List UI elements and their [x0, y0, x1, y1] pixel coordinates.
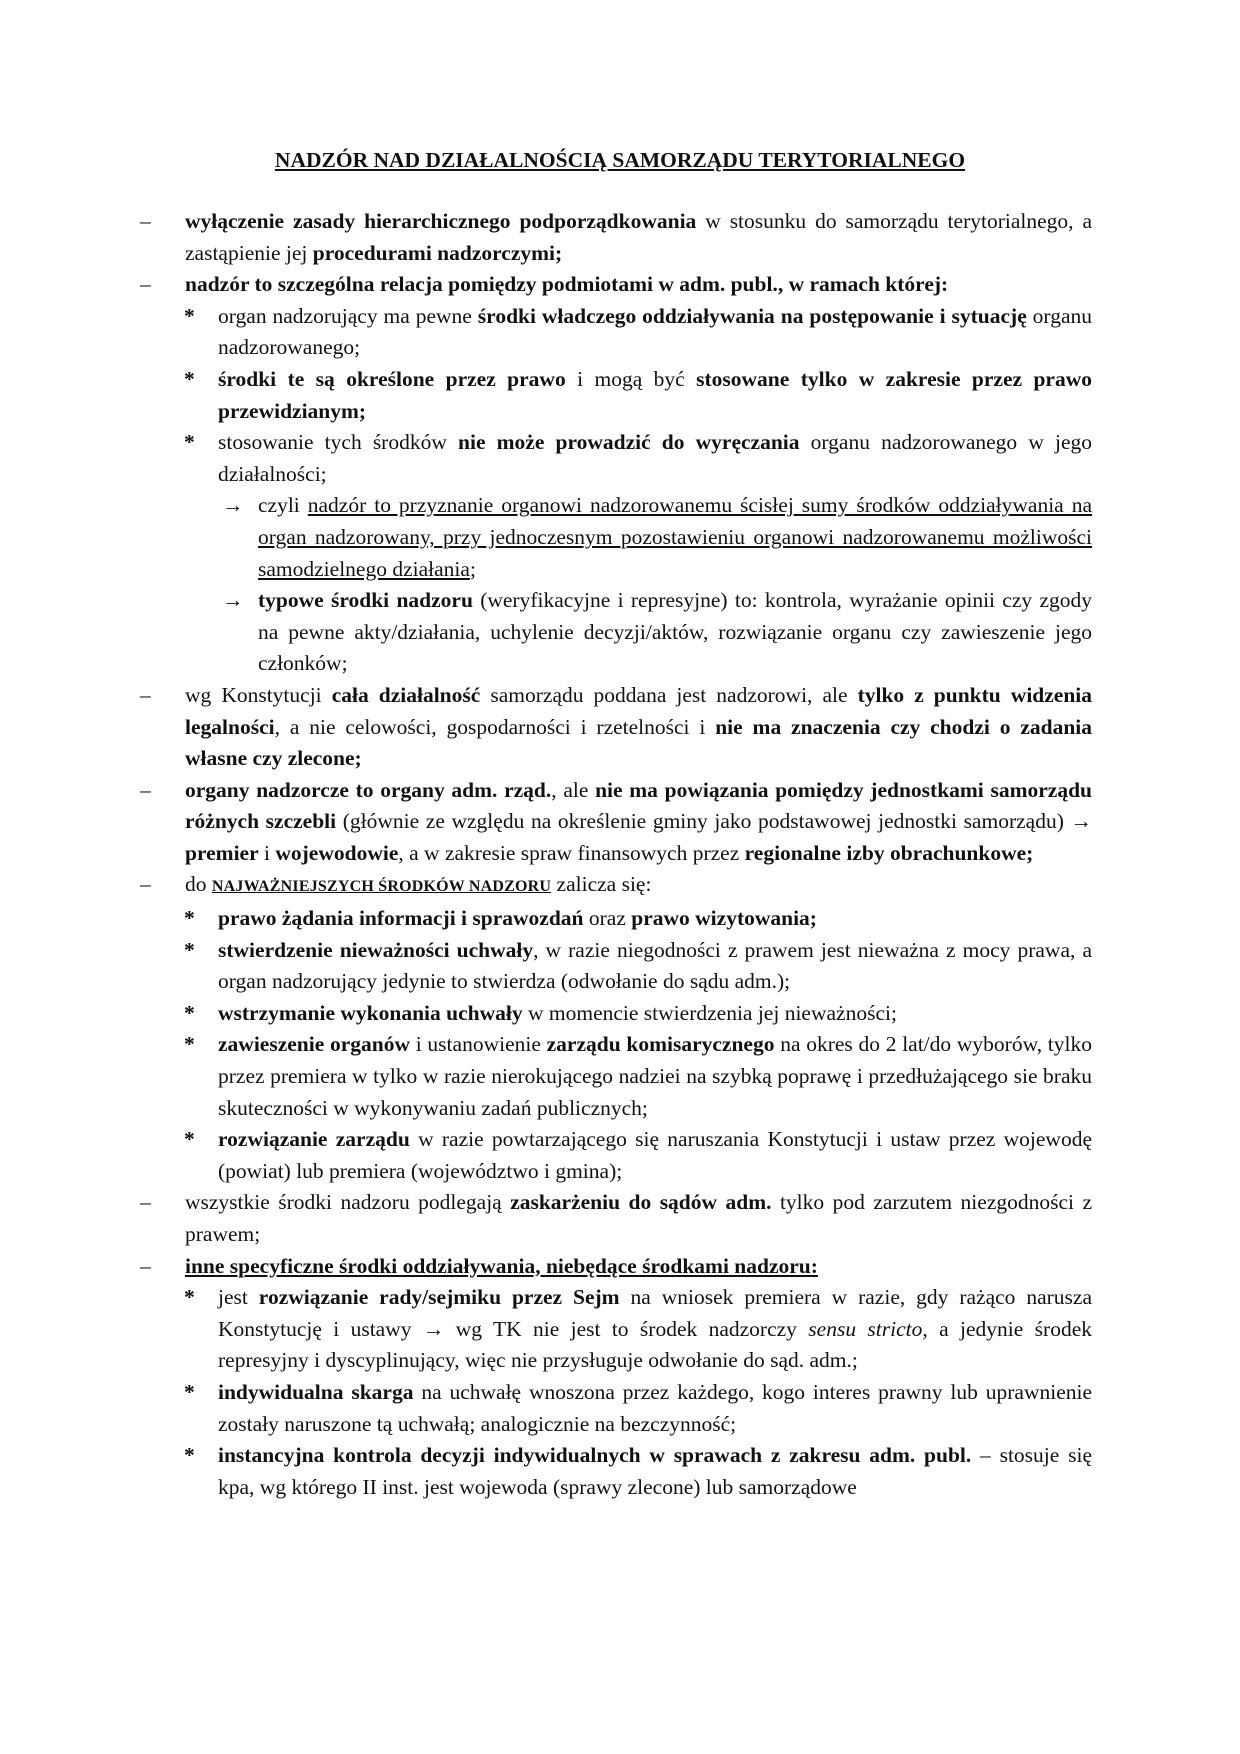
text-run: samorządu poddana jest nadzorowi, ale [480, 682, 858, 707]
star-list-item [140, 903, 1092, 935]
text-run: , a jedynie środek represyjny i dyscyplinujący, więc nie przysługuje odwołanie do sąd. adm.; [218, 1316, 1092, 1373]
arrow-bullet-icon: → [222, 493, 244, 518]
dash-list-item [140, 1187, 1092, 1250]
text-run: , a nie celowości, gospodarności i rzetelności i [274, 714, 716, 739]
bold-text: stwierdzenie nieważności uchwały [218, 937, 534, 962]
text-run: zalicza się: [551, 872, 652, 897]
text-run: , w razie niegodności z prawem jest nieważna z mocy prawa, a organ nadzorujący jedynie to stwierdza (odwołanie do sądu adm.); [218, 937, 1092, 994]
text-run: (weryfikacyjne i represyjne) to: kontrola, wyrażanie opinii czy zgody na pewne akty/działania, uchylenie decyzji/aktów, rozwiązanie organu czy zawieszenie jego członków; [258, 588, 1092, 676]
bold-text: zawieszenie organów [218, 1032, 411, 1057]
underlined-text: nadzór to przyznanie organowi nadzorowanemu ścisłej sumy środków oddziaływania na organ nadzorowany, przy jednoczesnym pozostawieniu organowi nadzorowanemu możliwości samodzielnego działania [258, 493, 1092, 581]
star-bullet: * [184, 1032, 195, 1057]
star-bullet: * [184, 1443, 195, 1468]
star-list-item [140, 998, 1092, 1030]
arrow-bullet-icon: → [222, 588, 244, 613]
dash-list-item [140, 869, 1092, 903]
dash-bullet: – [140, 1190, 151, 1215]
star-list-item [140, 1029, 1092, 1124]
arrow-list-item [140, 490, 1092, 585]
text-run: na wniosek premiera w razie, gdy rażąco narusza Konstytucję i ustawy → wg TK nie jest to środek nadzorczy [218, 1285, 1093, 1341]
text-run: w momencie stwierdzenia jej nieważności; [522, 1000, 897, 1025]
text-run: organu nadzorowanego; [218, 303, 1092, 360]
text-run: oraz [583, 906, 632, 931]
bold-text: indywidualna skarga [218, 1379, 414, 1404]
bold-text: stosowane tylko w zakresie przez prawo przewidzianym; [218, 366, 1092, 423]
bold-text: nie ma powiązania pomiędzy jednostkami samorządu różnych szczebli [185, 777, 1093, 834]
star-bullet: * [184, 430, 195, 455]
text-run: i [258, 840, 276, 865]
text-run: (głównie ze względu na określenie gminy jako podstawowej jednostki samorządu) → [336, 809, 1092, 834]
text-run: – stosuje się kpa, wg którego II inst. jest wojewoda (sprawy zlecone) lub samorządowe [218, 1443, 1092, 1499]
bold-text: wyłączenie zasady hierarchicznego podporządkowania [185, 209, 697, 233]
bold-text: wstrzymanie wykonania uchwały [218, 1000, 523, 1025]
star-bullet: * [184, 303, 195, 328]
dash-list-item [140, 269, 1092, 301]
bold-text: regionalne izby obrachunkowe; [744, 840, 1034, 865]
dash-bullet: – [140, 872, 151, 897]
star-list-item [140, 1377, 1092, 1440]
text-run: , a w zakresie spraw finansowych przez [398, 840, 745, 865]
text-run: do [185, 872, 212, 897]
italic-text: sensu stricto [808, 1316, 923, 1341]
text-run: i mogą być [565, 366, 697, 391]
star-list-item [140, 427, 1092, 490]
star-bullet: * [184, 1000, 195, 1025]
bold-text: cała działalność [331, 682, 481, 707]
text-run: organu nadzorowanego w jego działalności; [218, 430, 1092, 486]
text-run: na uchwałę wnoszona przez każdego, kogo interes prawny lub uprawnienie zostały naruszone tą uchwałą; analogicznie na bezczynność; [218, 1379, 1092, 1436]
text-run: organ nadzorujący ma pewne [218, 303, 478, 328]
bold-text: NAJWAŻNIEJSZYCH ŚRODKÓW NADZORU [211, 878, 552, 896]
bold-text: premier [185, 840, 259, 865]
arrow-list-item [140, 585, 1092, 680]
bold-text: procedurami nadzorczymi [312, 240, 555, 265]
bold-text: typowe środki nadzoru [258, 588, 473, 613]
text-run: tylko pod zarzutem niezgodności z prawem; [185, 1190, 1092, 1246]
bold-text: prawo żądania informacji i sprawozdań [218, 906, 584, 931]
star-bullet: * [184, 1379, 195, 1404]
text-run: na okres do 2 lat/do wyborów, tylko przez premiera w tylko w razie nierokującego nadziei na szybką poprawę i przedłużającego sie braku skuteczności w wykonywaniu zadań publicznych; [218, 1032, 1092, 1120]
dash-bullet: – [140, 209, 151, 233]
dash-list-item [140, 775, 1092, 870]
bold-text: instancyjna kontrola decyzji indywidualnych w sprawach z zakresu adm. publ. [218, 1443, 972, 1468]
bold-text: nie ma znaczenia czy chodzi o zadania własne czy zlecone; [185, 714, 1092, 771]
bold-text: nie może prowadzić do wyręczania [458, 430, 800, 455]
bold-text: środki władczego oddziaływania na postępowanie i sytuację [477, 303, 1027, 328]
bold-text: nadzór to szczególna relacja pomiędzy podmiotami w adm. publ., w ramach której: [185, 272, 949, 297]
text-run: wg Konstytucji [185, 682, 332, 707]
bold-text: inne specyficzne środki oddziaływania, niebędące środkami nadzoru: [185, 1253, 818, 1278]
bold-text: zaskarżeniu do sądów adm. [510, 1190, 772, 1215]
dash-list-item [140, 1251, 1092, 1283]
bold-text: środki te są określone przez prawo [218, 366, 566, 391]
bold-text: zarządu komisarycznego [546, 1032, 775, 1057]
text-run: wszystkie środki nadzoru podlegają [185, 1190, 511, 1215]
dash-bullet: – [140, 682, 151, 707]
text-run: w razie powtarzającego się naruszania Konstytucji i ustaw przez wojewodę (powiat) lub premiera (województwo i gmina); [218, 1127, 1092, 1183]
text-run: czyli [258, 493, 308, 518]
star-bullet: * [184, 1285, 195, 1310]
star-list-item [140, 1282, 1092, 1377]
bold-text: organy nadzorcze to organy adm. rząd. [185, 777, 552, 802]
text-run: ; [469, 556, 476, 581]
dash-bullet: – [140, 272, 151, 297]
text-run: w stosunku do samorządu terytorialnego, a zastąpienie jej [185, 209, 1092, 265]
text-run: stosowanie tych środków [218, 430, 459, 455]
dash-list-item [140, 680, 1092, 775]
bold-text: tylko z punktu widzenia legalności [185, 682, 1093, 739]
page-title: NADZÓR NAD DZIAŁALNOŚCIĄ SAMORZĄDU TERYTORIALNEGO [274, 148, 966, 172]
star-bullet: * [184, 906, 195, 931]
document-body [140, 206, 1092, 1503]
star-bullet: * [184, 366, 195, 391]
bold-text: ; [555, 240, 563, 265]
dash-bullet: – [140, 1253, 151, 1278]
dash-bullet: – [140, 777, 151, 802]
star-list-item [140, 364, 1092, 427]
dash-list-item [140, 206, 1092, 269]
star-bullet: * [184, 1127, 195, 1152]
text-run: i ustanowienie [410, 1032, 547, 1057]
star-bullet: * [184, 937, 195, 962]
bold-text: wojewodowie [275, 840, 399, 865]
star-list-item [140, 1440, 1092, 1503]
text-run: jest [218, 1285, 259, 1310]
bold-text: prawo wizytowania; [631, 906, 817, 931]
star-list-item [140, 301, 1092, 364]
text-run: , ale [551, 777, 596, 802]
star-list-item [140, 1124, 1092, 1187]
bold-text: rozwiązanie rady/sejmiku przez Sejm [258, 1285, 620, 1310]
bold-text: rozwiązanie zarządu [218, 1127, 410, 1152]
star-list-item [140, 935, 1092, 998]
